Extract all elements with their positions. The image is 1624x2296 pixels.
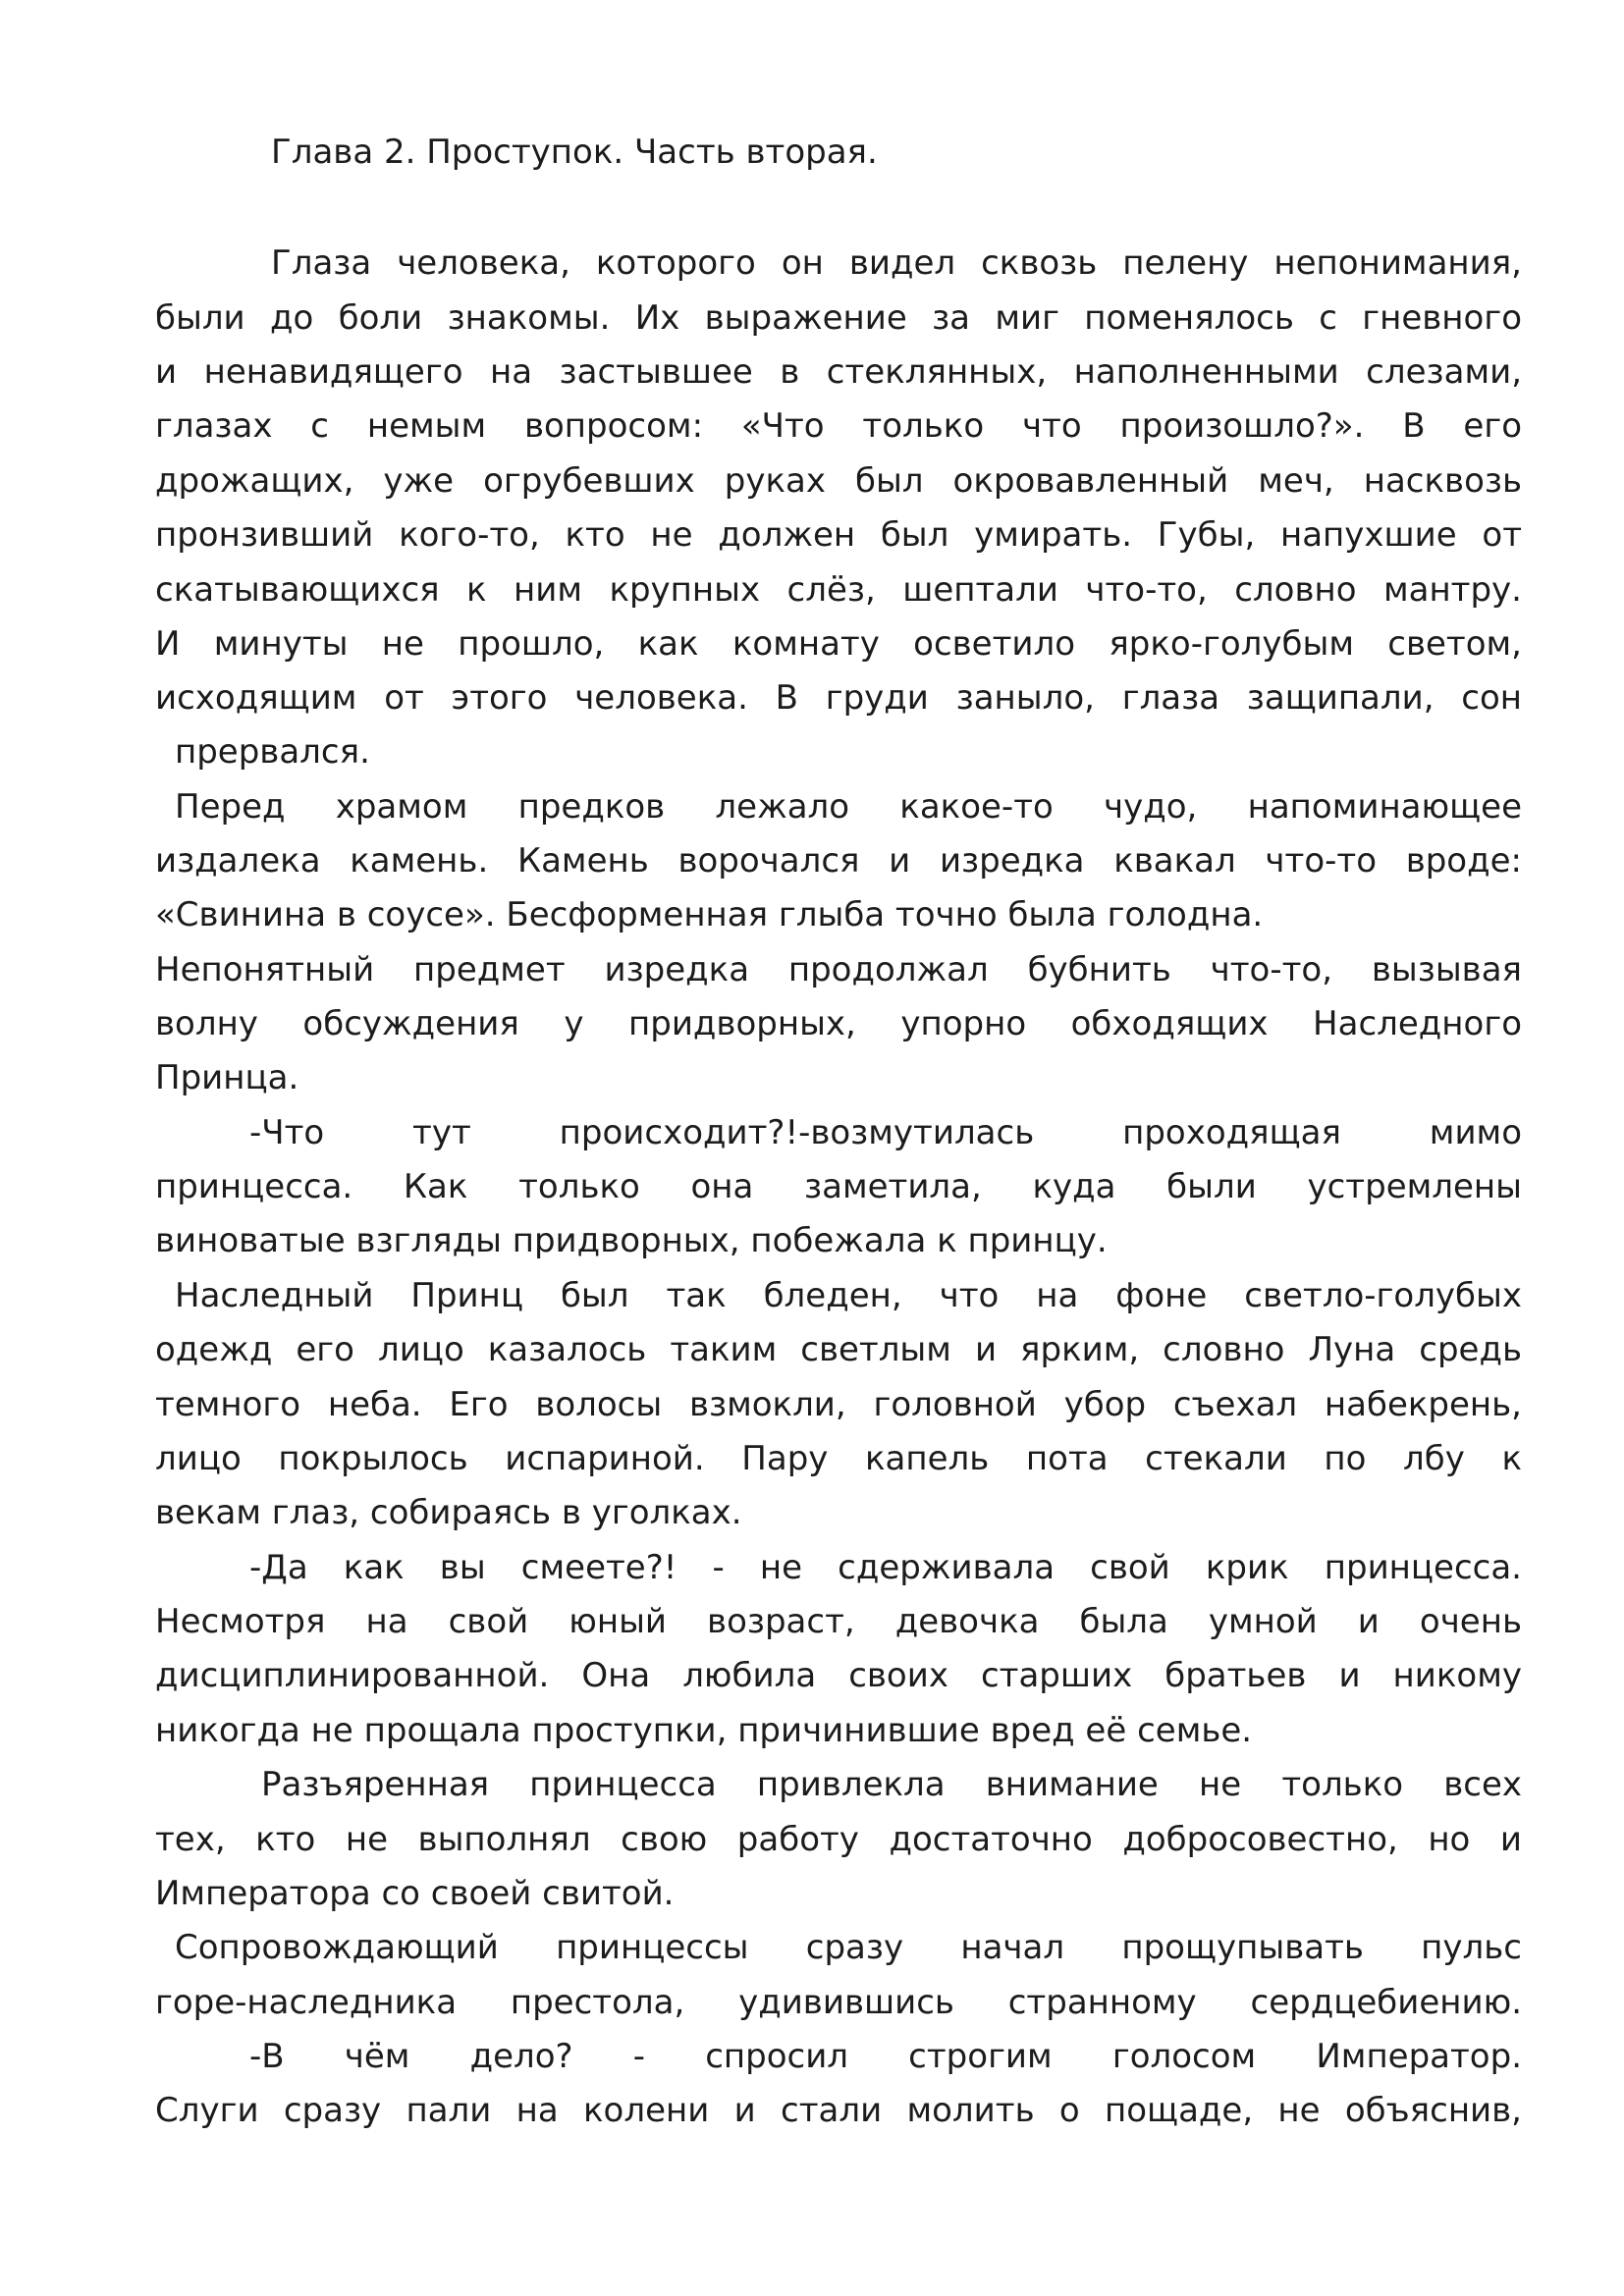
text-line: «Свинина в соусе». Бесформенная глыба точно была голодна. [155, 895, 1264, 934]
text-line: никогда не прощала проступки, причинившие вред её семье. [155, 1711, 1253, 1750]
text-line: векам глаз, собираясь в уголках. [155, 1493, 742, 1532]
text-line: Разъяренная принцесса привлекла внимание не только всех [261, 1765, 1522, 1804]
text-line: Глаза человека, которого он видел сквозь пелену непонимания, [271, 243, 1522, 283]
text-line: лицо покрылось испариной. Пару капель пота стекали по лбу к [155, 1439, 1522, 1478]
chapter-title: Глава 2. Проступок. Часть вторая. [271, 133, 878, 172]
text-line: -Да как вы смеете?! - не сдерживала свой крик принцесса. [249, 1548, 1522, 1587]
text-line: горе-наследника престола, удивившись странному сердцебиению. [155, 1983, 1522, 2022]
text-line: Наследный Принц был так бледен, что на фоне светло-голубых [175, 1276, 1522, 1315]
text-line: исходящим от этого человека. В груди заныло, глаза защипали, сон [155, 678, 1522, 718]
text-line: были до боли знакомы. Их выражение за миг поменялось с гневного [155, 298, 1522, 338]
text-line: -Что тут происходит?!-возмутилась проходящая мимо [249, 1113, 1522, 1152]
text-line: дисциплинированной. Она любила своих старших братьев и никому [155, 1656, 1522, 1695]
text-line: тех, кто не выполнял свою работу достаточно добросовестно, но и [155, 1820, 1522, 1859]
text-line: принцесса. Как только она заметила, куда были устремлены [155, 1167, 1522, 1206]
text-line: -В чём дело? - спросил строгим голосом Император. [249, 2037, 1522, 2076]
text-line: Императора со своей свитой. [155, 1874, 675, 1913]
text-line: И минуты не прошло, как комнату осветило ярко-голубым светом, [155, 624, 1522, 664]
text-line: Сопровождающий принцессы сразу начал прощупывать пульс [175, 1928, 1522, 1967]
text-line: прервался. [175, 732, 370, 772]
text-line: глазах с немым вопросом: «Что только что произошло?». В его [155, 406, 1522, 446]
text-line: Несмотря на свой юный возраст, девочка была умной и очень [155, 1602, 1522, 1641]
text-line: пронзивший кого-то, кто не должен был умирать. Губы, напухшие от [155, 515, 1522, 555]
text-line: темного неба. Его волосы взмокли, головной убор съехал набекрень, [155, 1385, 1522, 1424]
text-line: скатывающихся к ним крупных слёз, шептали что-то, словно мантру. [155, 570, 1522, 610]
text-line: виноватые взгляды придворных, побежала к принцу. [155, 1221, 1108, 1260]
text-line: Слуги сразу пали на колени и стали молить о пощаде, не объяснив, [155, 2091, 1522, 2130]
text-line: дрожащих, уже огрубевших руках был окровавленный меч, насквозь [155, 461, 1522, 501]
text-line: Непонятный предмет изредка продолжал бубнить что-то, вызывая [155, 950, 1522, 989]
text-line: и ненавидящего на застывшее в стеклянных, наполненными слезами, [155, 352, 1522, 392]
text-line: одежд его лицо казалось таким светлым и ярким, словно Луна средь [155, 1330, 1522, 1369]
text-line: Перед храмом предков лежало какое-то чудо, напоминающее [175, 787, 1522, 827]
text-line: Принца. [155, 1058, 299, 1097]
text-line: волну обсуждения у придворных, упорно обходящих Наследного [155, 1004, 1522, 1043]
text-line: издалека камень. Камень ворочался и изредка квакал что-то вроде: [155, 841, 1522, 881]
